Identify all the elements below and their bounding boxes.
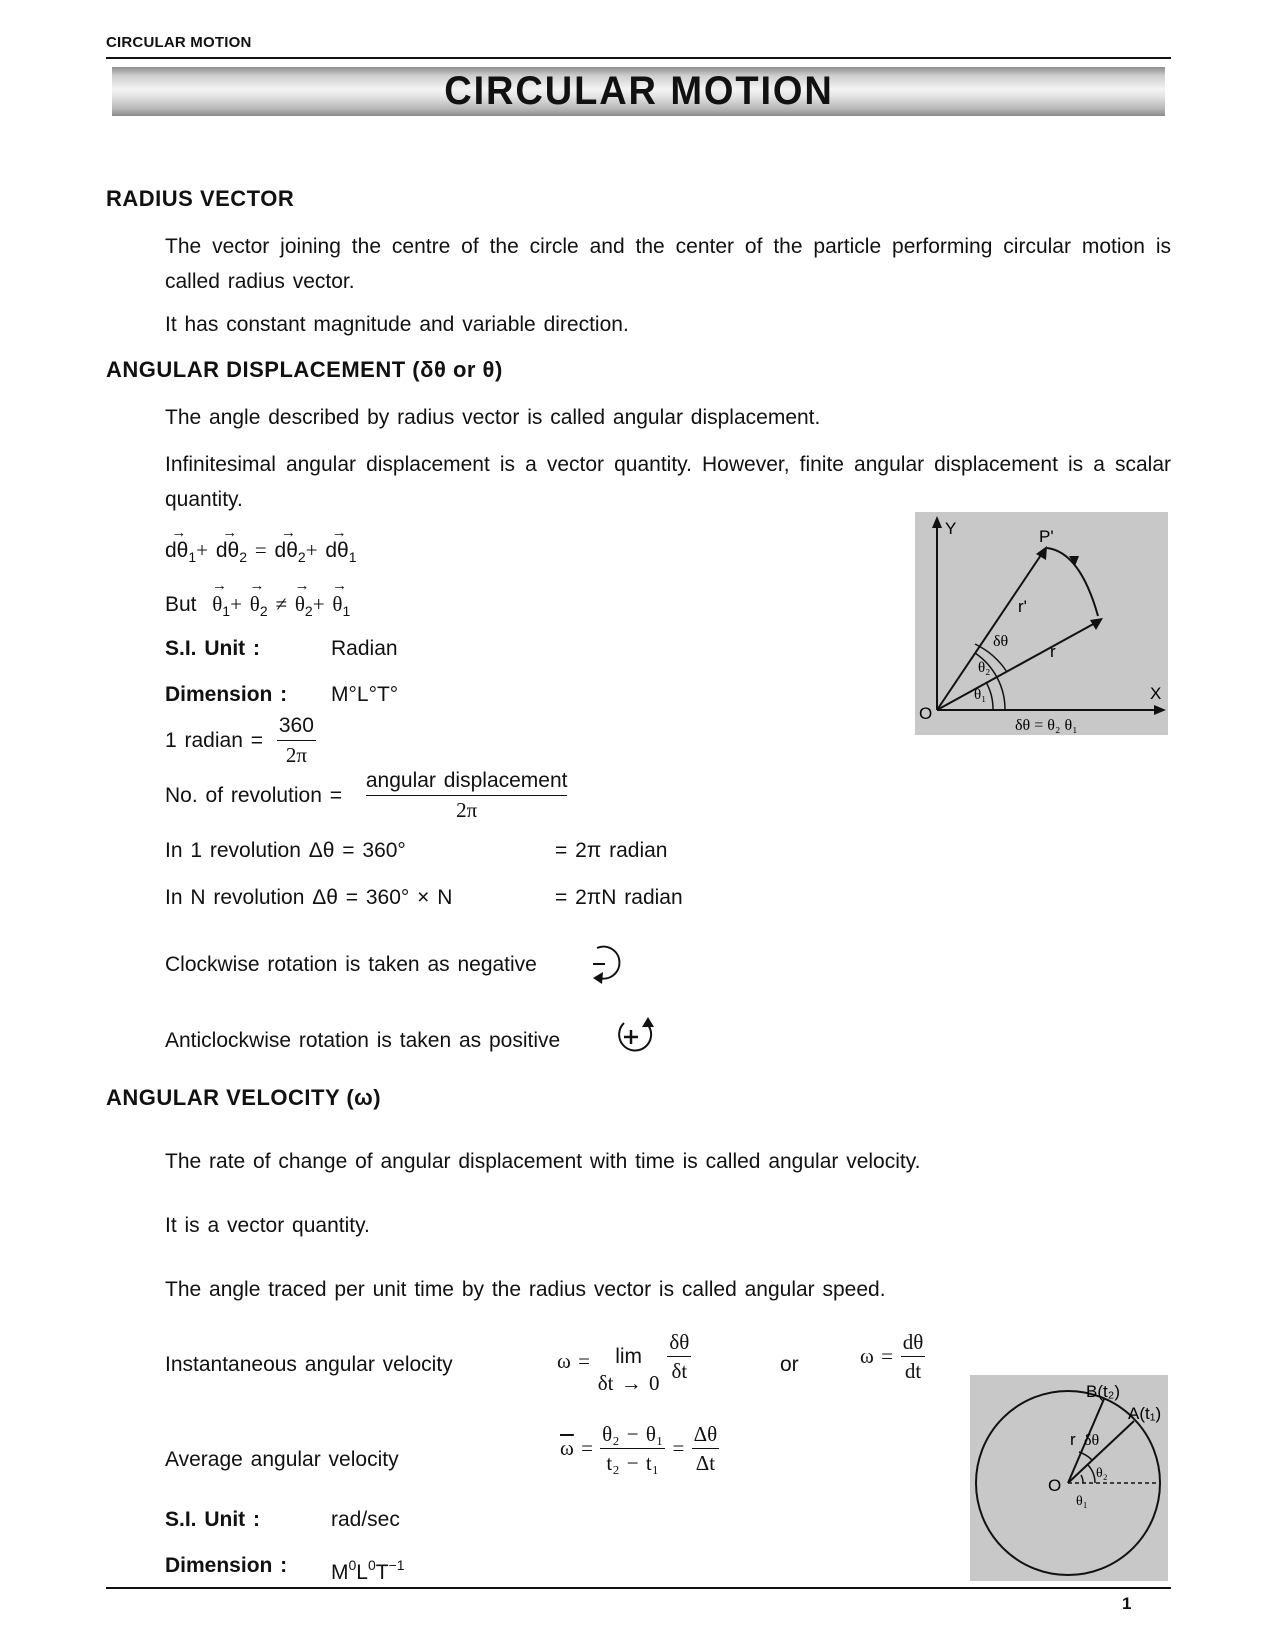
- theta1-label: θ₁: [1076, 1494, 1088, 1509]
- heading-angular-velocity: ANGULAR VELOCITY (ω): [106, 1085, 382, 1110]
- one-revolution-left: In 1 revolution Δθ = 360°: [165, 839, 406, 862]
- running-header: CIRCULAR MOTION: [106, 34, 252, 51]
- anticlockwise-note: Anticlockwise rotation is taken as positive: [165, 1029, 561, 1052]
- radius-vector-property: It has constant magnitude and variable direction.: [165, 313, 629, 336]
- theta2-label: θ₂: [978, 660, 991, 676]
- origin-label: O: [1048, 1476, 1062, 1495]
- finite-angle-noncommutative-equation: But → $\theta_1+ \to \theta_2$ ≠ → $\theta_2+ \to \theta_1$: [165, 587, 350, 629]
- r-label: r: [1050, 642, 1056, 661]
- page-number: 1: [1122, 1594, 1132, 1613]
- velocity-si-unit-value: rad/sec: [331, 1508, 400, 1531]
- n-revolution-right: = 2πN radian: [555, 886, 683, 909]
- n-revolution-left: In N revolution Δθ = 360° × N: [165, 886, 453, 909]
- delta-theta-caption: δθ = θ₂ θ₁: [1015, 717, 1078, 734]
- angular-velocity-vector-note: It is a vector quantity.: [165, 1214, 370, 1237]
- clockwise-rotation-icon: [585, 940, 635, 990]
- average-velocity-formula: $\overline{\omega}$ = $\frac{\text{θ₂ − θ₁}}{\text{t₂ − t₁}}$ = $\frac{\Delta\theta}{\Delta t}$: [560, 1422, 718, 1475]
- x-axis-label: X: [1150, 684, 1162, 703]
- clockwise-note: Clockwise rotation is taken as negative: [165, 953, 537, 976]
- average-label: Average angular velocity: [165, 1448, 399, 1471]
- origin-label: O: [919, 704, 933, 723]
- instantaneous-limit-formula: ω = lim δt → 0 $\frac{\delta\theta}{\delta t}$: [557, 1330, 690, 1395]
- circular-motion-diagram: [970, 1375, 1168, 1581]
- page-title: CIRCULAR MOTION: [443, 69, 834, 113]
- anticlockwise-rotation-icon: [610, 1013, 660, 1063]
- instantaneous-label: Instantaneous angular velocity: [165, 1353, 453, 1376]
- dimension-label: Dimension :: [165, 683, 288, 706]
- point-a-label: A(t₁): [1128, 1404, 1162, 1423]
- delta-theta-label: δθ: [993, 633, 1009, 650]
- angular-speed-definition: The angle traced per unit time by the radius vector is called angular speed.: [165, 1278, 886, 1301]
- title-banner: [112, 67, 1165, 116]
- radius-vector-definition: The vector joining the centre of the circle and the center of the particle performing circular motion is called radius vector.: [165, 235, 1171, 293]
- r-prime-label: r': [1018, 597, 1027, 616]
- angular-displacement-definition: The angle described by radius vector is called angular displacement.: [165, 406, 821, 429]
- angular-displacement-diagram: [915, 512, 1168, 735]
- radian-conversion: 1 radian = $\frac{360}{2\pi}$: [165, 714, 314, 767]
- velocity-dimension-label: Dimension :: [165, 1554, 288, 1577]
- velocity-si-unit-label: S.I. Unit :: [165, 1508, 260, 1531]
- y-axis-label: Y: [945, 519, 957, 538]
- revolution-formula: No. of revolution = $\frac{\text{angular displacement}}{2\pi}$: [165, 769, 568, 822]
- si-unit-label: S.I. Unit :: [165, 637, 260, 660]
- heading-angular-displacement: ANGULAR DISPLACEMENT (δθ or θ): [106, 357, 503, 382]
- angular-velocity-definition: The rate of change of angular displacement with time is called angular velocity.: [165, 1150, 921, 1173]
- one-revolution-right: = 2π radian: [555, 839, 668, 862]
- angular-displacement-vector-note: Infinitesimal angular displacement is a vector quantity. However, finite angular displacement is a scalar quantity.: [165, 453, 1171, 511]
- theta2-label: θ₂: [1096, 1466, 1108, 1481]
- radius-label: r: [1070, 1430, 1076, 1449]
- instantaneous-derivative-formula: ω = $\frac{d\theta}{dt}$: [860, 1330, 924, 1383]
- footer-rule: [106, 1587, 1171, 1589]
- delta-theta-label: δθ: [1084, 1432, 1100, 1449]
- point-b-label: B(t₂): [1086, 1382, 1120, 1401]
- vector-addition-commutative-equation: → $d\theta_1+ \to d\theta_2$ = → $d\theta_2+ \to d\theta_1$: [165, 533, 357, 575]
- velocity-dimension-value: $M^0L^0T^{-1}$: [331, 1557, 405, 1584]
- si-unit-value: Radian: [331, 637, 398, 660]
- p-prime-label: P': [1039, 527, 1054, 546]
- or-connector: or: [780, 1353, 799, 1376]
- theta1-label: θ₁: [974, 687, 987, 703]
- header-rule: [106, 57, 1171, 59]
- heading-radius-vector: RADIUS VECTOR: [106, 186, 295, 211]
- dimension-value: M°L°T°: [331, 683, 399, 706]
